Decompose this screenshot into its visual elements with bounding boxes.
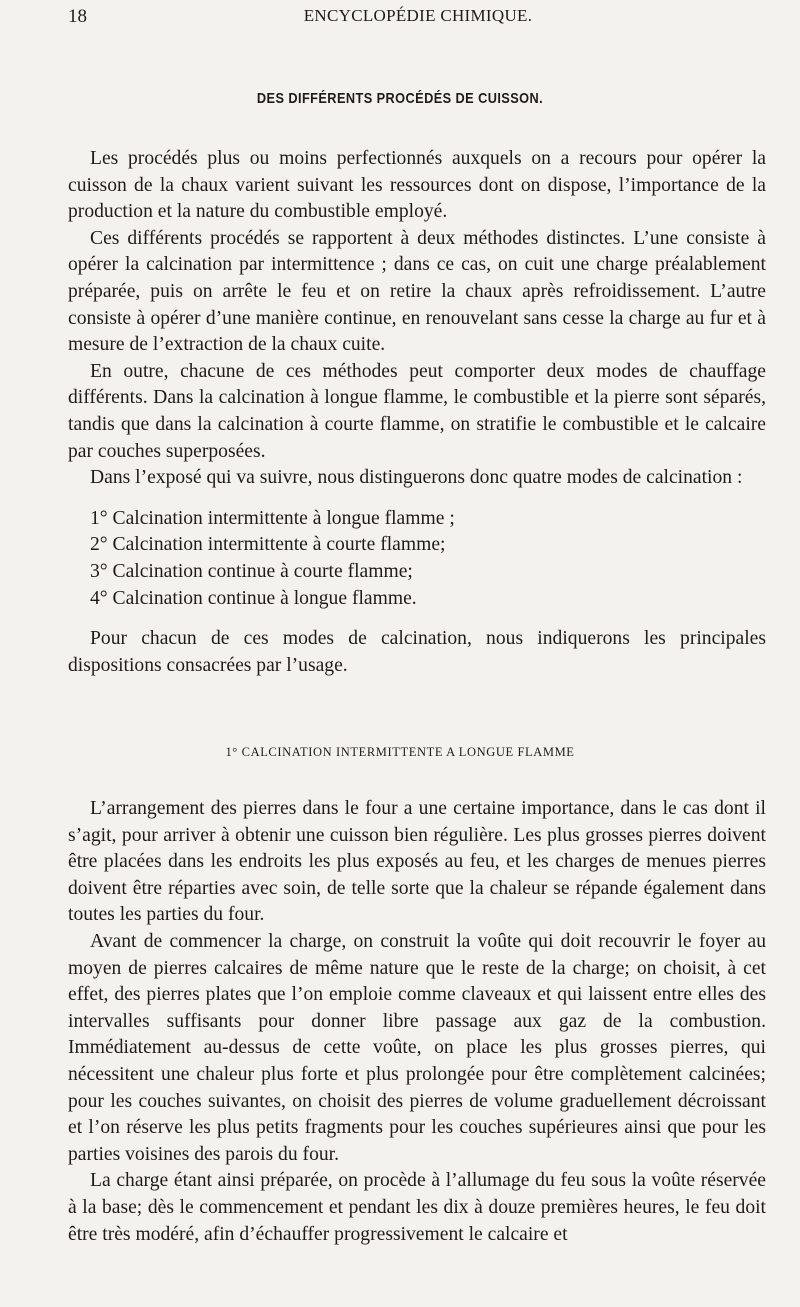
list-item: 2° Calcination intermittente à courte flamme; (90, 534, 446, 556)
paragraph: Pour chacun de ces modes de calcination, nous indiquerons les principales dispositions consacrées par l’usage. (68, 628, 766, 676)
calcination-modes-list (68, 506, 766, 612)
list-item: 3° Calcination continue à courte flamme; (90, 560, 413, 582)
paragraph: En outre, chacune de ces méthodes peut comporter deux modes de chauffage différents. Dans la calcination à longue flamme, le combustible et la pierre sont séparés, tandis que dans la calcination à courte flamme, on stratifie le combustible et le calcaire par couches superposées. (68, 360, 766, 462)
page-header (68, 6, 768, 34)
paragraph: Avant de commencer la charge, on construit la voûte qui doit recouvrir le foyer au moyen de pierres calcaires de même nature que le reste de la charge; on choisit, à cet effet, des pierres plates que l’on emploie comme claveaux et qui laissent entre elles des intervalles suffisants pour donner libre passage aux gaz de la combustion. Immédiatement au-dessus de cette voûte, on place les plus grosses pierres, qui nécessitent une chaleur plus forte et plus prolongée pour être complètement calcinées; pour les couches suivantes, on choisit des pierres de volume graduellement décroissant et l’on réserve les plus petits fragments pour les couches supérieures ainsi que pour les parties voisines des parois du four. (68, 930, 766, 1165)
paragraph: Dans l’exposé qui va suivre, nous distinguerons donc quatre modes de calcination : (90, 467, 743, 489)
paragraph: La charge étant ainsi préparée, on procède à l’allumage du feu sous la voûte réservée à la base; dès le commencement et pendant les dix à douze premières heures, le feu doit être très modéré, afin d’échauffer progressivement le calcaire et (68, 1170, 766, 1245)
list-item: 4° Calcination continue à longue flamme. (90, 587, 417, 609)
list-item: 1° Calcination intermittente à longue flamme ; (90, 507, 455, 529)
page-number: 18 (68, 6, 87, 27)
running-title: ENCYCLOPÉDIE CHIMIQUE. (303, 6, 533, 25)
subsection-title: 1° CALCINATION INTERMITTENTE A LONGUE FLAMME (225, 745, 575, 759)
top-text-block (68, 146, 766, 679)
bottom-text-block (68, 796, 766, 1248)
section-title: DES DIFFÉRENTS PROCÉDÉS DE CUISSON. (256, 90, 544, 107)
paragraph: L’arrangement des pierres dans le four a une certaine importance, dans le cas dont il s’agit, pour arriver à obtenir une cuisson bien régulière. Les plus grosses pierres doivent être placées dans les endroits les plus exposés au feu, et les charges de menues pierres doivent être réparties avec soin, de telle sorte que la chaleur se répande également dans toutes les parties du four. (68, 798, 766, 926)
paragraph: Les procédés plus ou moins perfectionnés auxquels on a recours pour opérer la cuisson de la chaux varient suivant les ressources dont on dispose, l’importance de la production et la nature du combustible employé. (68, 148, 766, 223)
paragraph: Ces différents procédés se rapportent à deux méthodes distinctes. L’une consiste à opérer la calcination par intermittence ; dans ce cas, on cuit une charge préalablement préparée, puis on arrête le feu et on retire la chaux après refroidissement. L’autre consiste à opérer d’une manière continue, en renouvelant sans cesse la charge au fur et à mesure de l’extraction de la chaux cuite. (68, 227, 766, 356)
